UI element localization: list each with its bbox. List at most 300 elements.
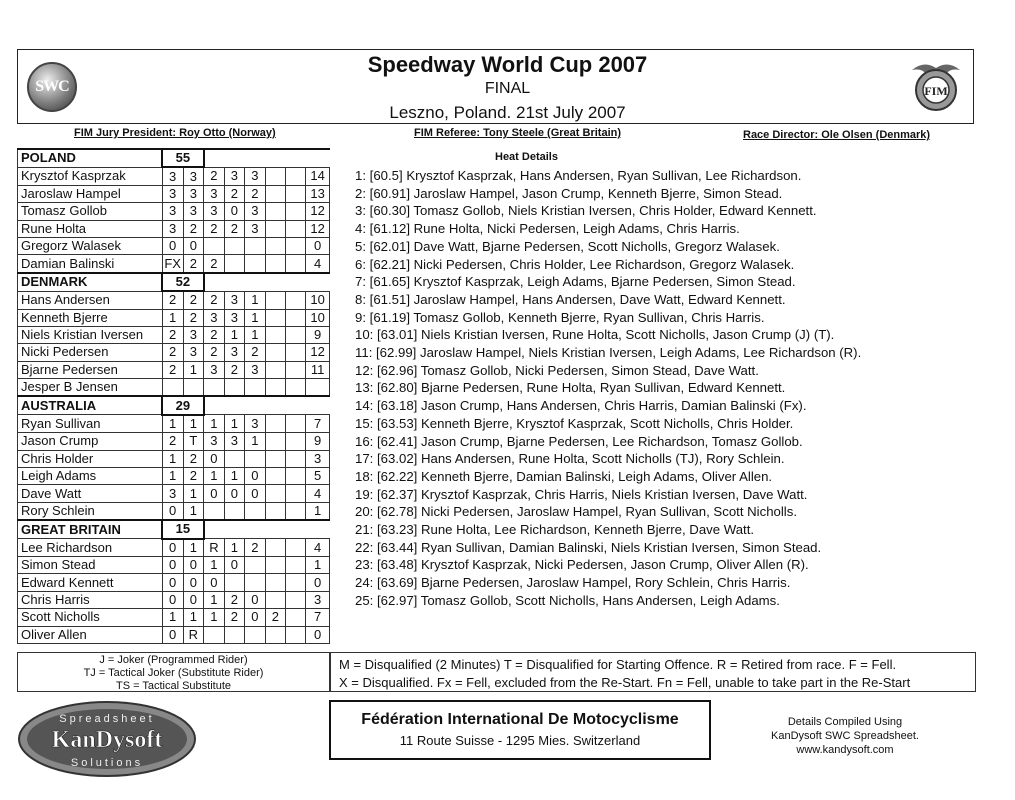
rider-name: Gregorz Walasek: [18, 237, 163, 254]
heat-score: [286, 361, 306, 378]
heat-score: 0: [245, 485, 265, 502]
heat-score: FX: [162, 255, 183, 273]
rider-name: Dave Watt: [18, 485, 163, 502]
heat-score: [265, 539, 285, 557]
rider-name: Edward Kennett: [18, 574, 163, 591]
heat-score: 3: [204, 309, 225, 326]
rider-name: Chris Harris: [18, 591, 163, 608]
heat-score: 1: [162, 609, 183, 626]
heat-line: 12: [62.96] Tomasz Gollob, Nicki Pedersen, Simon Stead, Dave Watt.: [355, 362, 759, 378]
heat-line: 6: [62.21] Nicki Pedersen, Chris Holder, Lee Richardson, Gregorz Walasek.: [355, 256, 795, 272]
team-total: 29: [162, 396, 203, 414]
heat-score: [286, 609, 306, 626]
heat-score: [286, 185, 306, 202]
heat-score: [224, 626, 244, 643]
heat-score: [204, 237, 225, 254]
team-total: 15: [162, 520, 203, 538]
rider-total: [306, 379, 330, 397]
rider-row: [18, 415, 330, 433]
heat-score: 2: [204, 291, 225, 309]
heat-score: 2: [183, 309, 204, 326]
heat-score: [265, 485, 285, 502]
heat-line: 7: [61.65] Krysztof Kasprzak, Leigh Adams, Bjarne Pedersen, Simon Stead.: [355, 274, 796, 290]
rider-name: Niels Kristian Iversen: [18, 326, 163, 343]
heat-score: 0: [162, 574, 183, 591]
heat-score: [286, 167, 306, 185]
heat-score: 1: [183, 485, 204, 502]
heat-score: [265, 556, 285, 573]
heat-details-title: Heat Details: [495, 151, 558, 163]
heat-score: 0: [204, 574, 225, 591]
heat-score: [286, 203, 306, 220]
heat-score: 0: [224, 203, 244, 220]
heat-score: [265, 415, 285, 433]
rider-name: Jason Crump: [18, 433, 163, 450]
heat-score: [265, 326, 285, 343]
heat-score: 0: [204, 485, 225, 502]
heat-score: 1: [162, 309, 183, 326]
heat-score: 1: [224, 468, 244, 485]
heat-line: 14: [63.18] Jason Crump, Hans Andersen, Chris Harris, Damian Balinski (Fx).: [355, 398, 807, 414]
heat-score: [286, 237, 306, 254]
heat-score: 1: [162, 468, 183, 485]
heat-score: [286, 415, 306, 433]
heat-line: 5: [62.01] Dave Watt, Bjarne Pedersen, Scott Nicholls, Gregorz Walasek.: [355, 238, 780, 254]
heat-score: [265, 502, 285, 520]
heat-score: 2: [224, 220, 244, 237]
rider-total: 1: [306, 502, 330, 520]
heat-score: [224, 502, 244, 520]
rider-row: [18, 591, 330, 608]
heat-score: [265, 291, 285, 309]
rider-total: 4: [306, 485, 330, 502]
heat-line: 25: [62.97] Tomasz Gollob, Scott Nicholls, Hans Andersen, Leigh Adams.: [355, 592, 780, 608]
rider-total: 11: [306, 361, 330, 378]
heat-score: 2: [183, 450, 204, 467]
legend-line: J = Joker (Programmed Rider): [99, 654, 248, 666]
rider-total: 10: [306, 309, 330, 326]
heat-line: 1: [60.5] Krysztof Kasprzak, Hans Andersen, Ryan Sullivan, Lee Richardson.: [355, 168, 802, 183]
heat-line: 17: [63.02] Hans Andersen, Rune Holta, Scott Nicholls (TJ), Rory Schlein.: [355, 451, 785, 467]
rider-name: Jesper B Jensen: [18, 379, 163, 397]
team-name: DENMARK: [18, 273, 163, 291]
rider-row: [18, 574, 330, 591]
heat-score: 1: [183, 539, 204, 557]
team-name: AUSTRALIA: [18, 396, 163, 414]
rider-name: Hans Andersen: [18, 291, 163, 309]
heat-score: 1: [162, 450, 183, 467]
team-header-spacer: [204, 396, 330, 414]
team-total: 52: [162, 273, 203, 291]
heat-score: 3: [245, 415, 265, 433]
heat-score: 1: [183, 415, 204, 433]
heat-score: 3: [224, 344, 244, 361]
heat-score: 2: [245, 185, 265, 202]
rider-row: [18, 185, 330, 202]
heat-score: 2: [162, 291, 183, 309]
heat-score: 0: [183, 574, 204, 591]
heat-score: 3: [224, 291, 244, 309]
svg-text:FIM: FIM: [924, 84, 948, 98]
heat-score: [265, 574, 285, 591]
rider-row: [18, 379, 330, 397]
heat-score: [224, 255, 244, 273]
swc-logo-icon: SWC: [27, 62, 77, 112]
team-header-spacer: [204, 149, 330, 167]
heat-score: R: [183, 626, 204, 643]
rider-total: 4: [306, 255, 330, 273]
credits: [745, 715, 945, 757]
rider-name: Tomasz Gollob: [18, 203, 163, 220]
rider-row: [18, 626, 330, 643]
rider-name: Lee Richardson: [18, 539, 163, 557]
rider-row: [18, 255, 330, 273]
rider-total: 0: [306, 626, 330, 643]
heat-score: [245, 556, 265, 573]
fim-address-box: [329, 700, 711, 760]
team-header-row: [18, 149, 330, 167]
team-name: GREAT BRITAIN: [18, 520, 163, 538]
heat-line: 2: [60.91] Jaroslaw Hampel, Jason Crump, Kenneth Bjerre, Simon Stead.: [355, 185, 783, 201]
credits-line: KanDysoft SWC Spreadsheet.: [771, 730, 919, 742]
heat-score: 2: [183, 468, 204, 485]
team-total: 55: [162, 149, 203, 167]
credits-line: Details Compiled Using: [787, 716, 903, 728]
heat-line: 15: [63.53] Kenneth Bjerre, Krysztof Kasprzak, Scott Nicholls, Chris Holder.: [355, 415, 794, 431]
heat-score: 3: [162, 185, 183, 202]
heat-score: [265, 167, 285, 185]
fim-address: 11 Route Suisse - 1295 Mies. Switzerland: [399, 733, 641, 748]
heat-score: 2: [224, 591, 244, 608]
heat-score: 1: [204, 609, 225, 626]
heat-score: [286, 556, 306, 573]
heat-score: [265, 255, 285, 273]
heat-score: 0: [245, 609, 265, 626]
rider-row: [18, 450, 330, 467]
rider-total: 7: [306, 609, 330, 626]
rider-name: Jaroslaw Hampel: [18, 185, 163, 202]
heat-score: [265, 433, 285, 450]
jury-president: FIM Jury President: Roy Otto (Norway): [74, 127, 276, 139]
heat-score: 3: [245, 203, 265, 220]
heat-score: [265, 626, 285, 643]
heat-score: 3: [245, 361, 265, 378]
heat-line: 21: [63.23] Rune Holta, Lee Richardson, Kenneth Bjerre, Dave Watt.: [355, 522, 755, 538]
heat-score: [265, 185, 285, 202]
team-header-spacer: [204, 520, 330, 538]
heat-score: 2: [245, 344, 265, 361]
heat-score: [265, 344, 285, 361]
heat-score: 3: [183, 326, 204, 343]
heat-score: 2: [183, 291, 204, 309]
rider-row: [18, 344, 330, 361]
heat-line: 13: [62.80] Bjarne Pedersen, Rune Holta, Ryan Sullivan, Edward Kennett.: [355, 380, 786, 396]
heat-score: [286, 539, 306, 557]
heat-score: 3: [204, 185, 225, 202]
rider-name: Bjarne Pedersen: [18, 361, 163, 378]
rider-total: 14: [306, 167, 330, 185]
heat-score: 0: [162, 626, 183, 643]
heat-score: [286, 326, 306, 343]
rider-row: [18, 609, 330, 626]
heat-score: 1: [183, 609, 204, 626]
rider-row: [18, 556, 330, 573]
heat-score: 2: [265, 609, 285, 626]
heat-score: T: [183, 433, 204, 450]
heat-line: 11: [62.99] Jaroslaw Hampel, Niels Kristian Iversen, Leigh Adams, Lee Richardson (R).: [355, 345, 862, 361]
heat-score: 2: [162, 361, 183, 378]
rider-row: [18, 167, 330, 185]
rider-total: 12: [306, 203, 330, 220]
rider-row: [18, 326, 330, 343]
rider-name: Damian Balinski: [18, 255, 163, 273]
heat-score: [265, 468, 285, 485]
heat-score: 2: [162, 326, 183, 343]
rider-row: [18, 502, 330, 520]
heat-score: 0: [183, 237, 204, 254]
legend-line: X = Disqualified. Fx = Fell, excluded from the Re-Start. Fn = Fell, unable to take part in the Re-Start: [339, 675, 911, 690]
heat-score: 0: [162, 591, 183, 608]
heat-score: [286, 433, 306, 450]
rider-name: Rory Schlein: [18, 502, 163, 520]
race-director: Race Director: Ole Olsen (Denmark): [743, 129, 931, 141]
heat-score: 3: [224, 309, 244, 326]
heat-score: 1: [245, 326, 265, 343]
heat-score: R: [204, 539, 225, 557]
heat-line: 3: [60.30] Tomasz Gollob, Niels Kristian Iversen, Chris Holder, Edward Kennett.: [355, 203, 817, 219]
heat-score: 2: [224, 609, 244, 626]
heat-line: 24: [63.69] Bjarne Pedersen, Jaroslaw Hampel, Rory Schlein, Chris Harris.: [355, 575, 791, 591]
heat-score: 0: [162, 502, 183, 520]
heat-score: [245, 255, 265, 273]
svg-text:KanDysoft: KanDysoft: [51, 727, 163, 753]
rider-total: 4: [306, 539, 330, 557]
heat-score: 3: [162, 167, 183, 185]
heat-score: [245, 237, 265, 254]
heat-score: 3: [224, 433, 244, 450]
team-header-row: [18, 520, 330, 538]
rider-total: 13: [306, 185, 330, 202]
heat-score: 0: [224, 556, 244, 573]
heat-score: [204, 502, 225, 520]
heat-score: 3: [183, 203, 204, 220]
heat-score: 3: [162, 485, 183, 502]
heat-score: 2: [204, 255, 225, 273]
heat-score: [265, 591, 285, 608]
heat-score: [224, 574, 244, 591]
svg-text:Solutions: Solutions: [70, 757, 144, 769]
heat-score: 1: [204, 591, 225, 608]
heat-score: 2: [183, 255, 204, 273]
heat-score: [265, 203, 285, 220]
heat-score: [245, 502, 265, 520]
heat-score: 1: [204, 556, 225, 573]
heat-score: 3: [162, 220, 183, 237]
team-header-row: [18, 396, 330, 414]
svg-text:Spreadsheet: Spreadsheet: [59, 713, 155, 725]
rider-name: Nicki Pedersen: [18, 344, 163, 361]
rider-total: 0: [306, 237, 330, 254]
heat-score: [286, 309, 306, 326]
heat-score: 0: [162, 237, 183, 254]
heat-score: 3: [183, 167, 204, 185]
heat-score: [224, 379, 244, 397]
heat-score: 3: [204, 203, 225, 220]
heat-score: 3: [245, 220, 265, 237]
rider-row: [18, 468, 330, 485]
heat-score: [204, 379, 225, 397]
heat-score: 0: [162, 556, 183, 573]
rider-row: [18, 220, 330, 237]
heat-details-list: [355, 167, 861, 610]
rider-name: Oliver Allen: [18, 626, 163, 643]
referee: FIM Referee: Tony Steele (Great Britain): [414, 127, 622, 139]
heat-score: [286, 220, 306, 237]
team-header-row: [18, 273, 330, 291]
heat-score: 1: [224, 326, 244, 343]
heat-score: 3: [224, 167, 244, 185]
heat-score: 0: [183, 556, 204, 573]
heat-score: 1: [204, 468, 225, 485]
heat-score: 2: [162, 433, 183, 450]
heat-score: 2: [224, 185, 244, 202]
rider-total: 0: [306, 574, 330, 591]
heat-score: 2: [204, 167, 225, 185]
heat-score: [286, 574, 306, 591]
heat-score: 0: [245, 468, 265, 485]
rider-total: 12: [306, 220, 330, 237]
results-table: [17, 148, 330, 644]
heat-line: 16: [62.41] Jason Crump, Bjarne Pedersen, Lee Richardson, Tomasz Gollob.: [355, 433, 803, 449]
rider-total: 9: [306, 433, 330, 450]
heat-score: 0: [245, 591, 265, 608]
heat-score: 0: [224, 485, 244, 502]
heat-score: [204, 626, 225, 643]
rider-total: 3: [306, 450, 330, 467]
heat-score: 1: [224, 415, 244, 433]
rider-total: 9: [306, 326, 330, 343]
heat-score: 3: [204, 361, 225, 378]
heat-score: [265, 309, 285, 326]
heat-score: 1: [224, 539, 244, 557]
heat-score: 0: [183, 591, 204, 608]
heat-line: 23: [63.48] Krysztof Kasprzak, Nicki Pedersen, Jason Crump, Oliver Allen (R).: [355, 557, 809, 573]
heat-score: 1: [183, 361, 204, 378]
heat-score: [286, 344, 306, 361]
heat-score: [265, 450, 285, 467]
heat-score: 3: [204, 433, 225, 450]
rider-total: 12: [306, 344, 330, 361]
heat-score: 2: [245, 539, 265, 557]
legend-line: M = Disqualified (2 Minutes) T = Disqualified for Starting Offence. R = Retired from race. F = Fell.: [339, 657, 897, 672]
heat-score: 2: [204, 326, 225, 343]
heat-score: [162, 379, 183, 397]
heat-score: [245, 450, 265, 467]
heat-score: 1: [245, 309, 265, 326]
joker-legend: [17, 652, 330, 692]
result-codes-legend: [330, 652, 976, 692]
heat-score: 2: [162, 344, 183, 361]
heat-score: [265, 237, 285, 254]
heat-line: 19: [62.37] Krysztof Kasprzak, Chris Harris, Niels Kristian Iversen, Dave Watt.: [355, 486, 808, 502]
heat-score: [286, 468, 306, 485]
heat-score: 0: [204, 450, 225, 467]
event-venue: Leszno, Poland. 21st July 2007: [389, 103, 626, 122]
heat-line: 22: [63.44] Ryan Sullivan, Damian Balinski, Niels Kristian Iversen, Simon Stead.: [355, 539, 822, 555]
rider-total: 1: [306, 556, 330, 573]
heat-score: 3: [183, 344, 204, 361]
heat-line: 8: [61.51] Jaroslaw Hampel, Hans Andersen, Dave Watt, Edward Kennett.: [355, 291, 786, 307]
rider-row: [18, 539, 330, 557]
rider-row: [18, 291, 330, 309]
rider-name: Ryan Sullivan: [18, 415, 163, 433]
rider-name: Krysztof Kasprzak: [18, 167, 163, 185]
rider-name: Leigh Adams: [18, 468, 163, 485]
event-stage: FINAL: [484, 80, 531, 97]
heat-score: 1: [245, 433, 265, 450]
heat-score: [286, 255, 306, 273]
rider-row: [18, 485, 330, 502]
rider-name: Chris Holder: [18, 450, 163, 467]
heat-score: 2: [204, 220, 225, 237]
rider-total: 7: [306, 415, 330, 433]
rider-row: [18, 237, 330, 254]
heat-score: [245, 574, 265, 591]
rider-row: [18, 433, 330, 450]
team-header-spacer: [204, 273, 330, 291]
heat-line: 10: [63.01] Niels Kristian Iversen, Rune Holta, Scott Nicholls, Jason Crump (J) (T).: [355, 327, 835, 343]
page-title: Speedway World Cup 2007: [367, 52, 648, 77]
legend-line: TS = Tactical Substitute: [115, 680, 232, 692]
heat-score: 2: [183, 220, 204, 237]
heat-score: [224, 450, 244, 467]
heat-score: [286, 485, 306, 502]
rider-total: 5: [306, 468, 330, 485]
heat-line: 18: [62.22] Kenneth Bjerre, Damian Balinski, Leigh Adams, Oliver Allen.: [355, 468, 773, 484]
heat-score: [286, 591, 306, 608]
heat-score: 2: [204, 344, 225, 361]
heat-line: 4: [61.12] Rune Holta, Nicki Pedersen, Leigh Adams, Chris Harris.: [355, 221, 740, 237]
rider-row: [18, 309, 330, 326]
credits-line: www.kandysoft.com: [796, 744, 894, 756]
heat-score: 2: [224, 361, 244, 378]
heat-line: 9: [61.19] Tomasz Gollob, Kenneth Bjerre, Ryan Sullivan, Chris Harris.: [355, 309, 765, 325]
rider-name: Scott Nicholls: [18, 609, 163, 626]
rider-row: [18, 361, 330, 378]
rider-name: Simon Stead: [18, 556, 163, 573]
heat-score: [286, 291, 306, 309]
heat-score: 1: [183, 502, 204, 520]
heat-score: [286, 379, 306, 397]
heat-score: [265, 379, 285, 397]
heat-score: 3: [162, 203, 183, 220]
rider-name: Kenneth Bjerre: [18, 309, 163, 326]
heat-score: 1: [204, 415, 225, 433]
rider-total: 3: [306, 591, 330, 608]
heat-line: 20: [62.78] Nicki Pedersen, Jaroslaw Hampel, Ryan Sullivan, Scott Nicholls.: [355, 504, 797, 520]
legend-line: TJ = Tactical Joker (Substitute Rider): [83, 667, 264, 679]
heat-score: [183, 379, 204, 397]
heat-score: [265, 220, 285, 237]
heat-score: [265, 361, 285, 378]
rider-total: 10: [306, 291, 330, 309]
fim-name: Fédération International De Motocyclisme: [361, 711, 679, 728]
heat-score: [286, 626, 306, 643]
heat-score: [286, 502, 306, 520]
heat-score: [286, 450, 306, 467]
heat-score: 1: [162, 415, 183, 433]
team-name: POLAND: [18, 149, 163, 167]
